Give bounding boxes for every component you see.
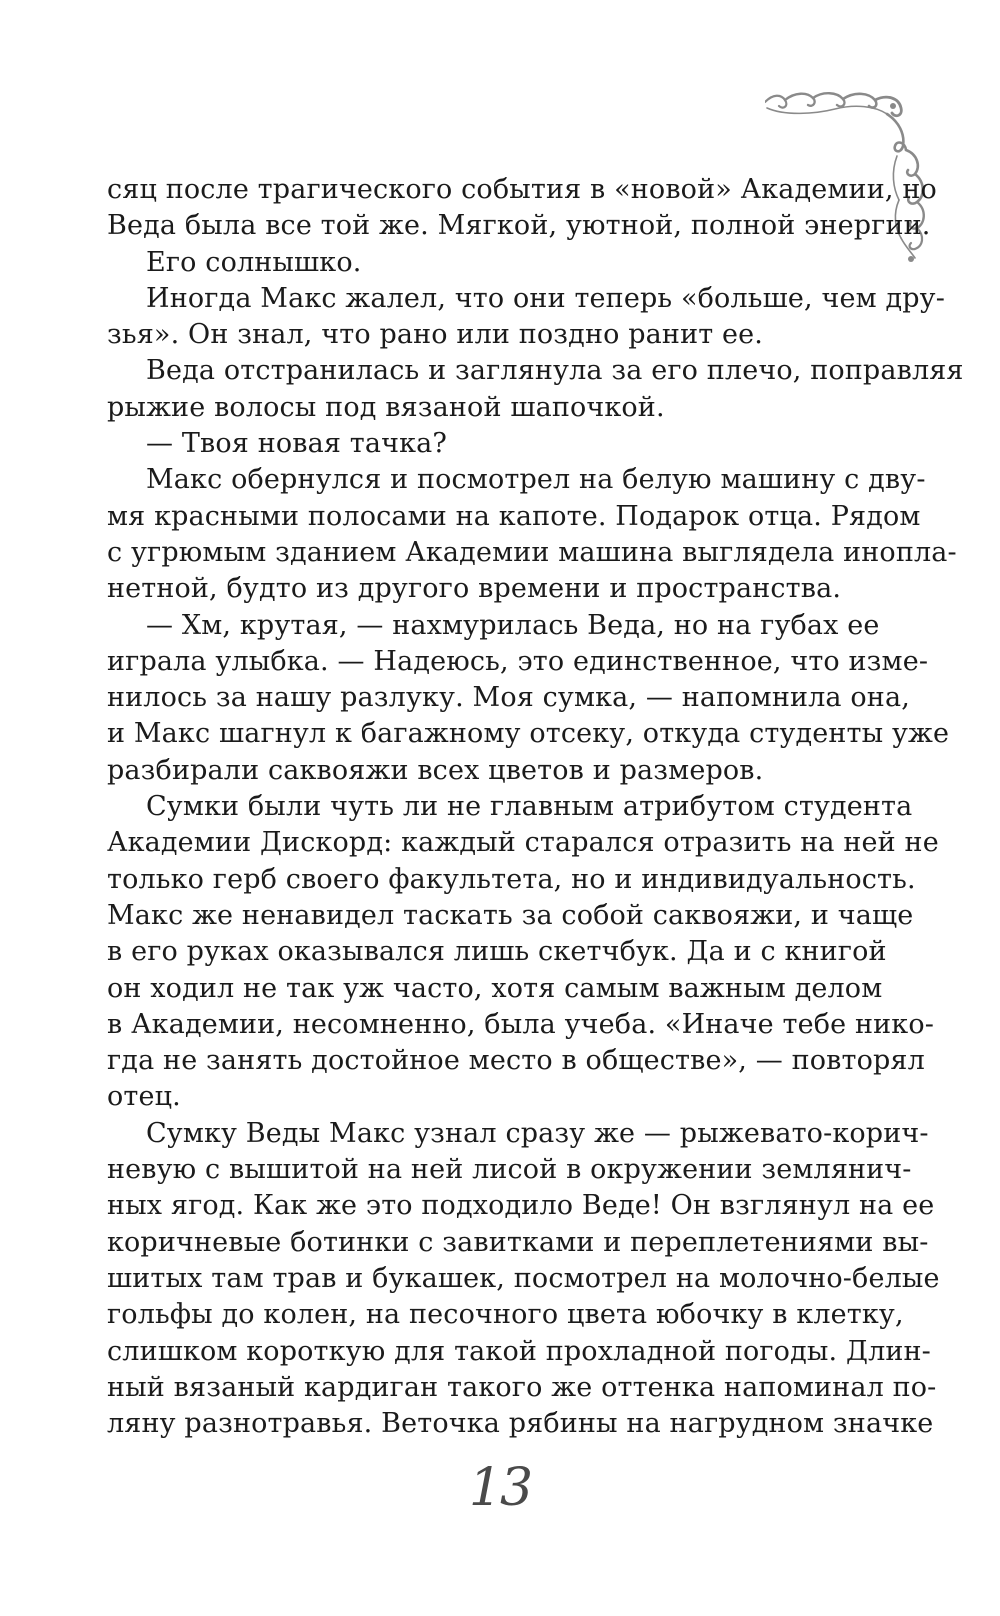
text-line: отец. xyxy=(107,1081,181,1113)
text-line: нетной, будто из другого времени и пространства. xyxy=(107,573,842,605)
text-line: ных ягод. Как же это подходило Веде! Он взглянул на ее xyxy=(107,1190,935,1222)
text-line: Его солнышко. xyxy=(146,246,362,278)
text-line: гольфы до колен, на песочного цвета юбочку в клетку, xyxy=(107,1299,904,1331)
text-line: Сумки были чуть ли не главным атрибутом студента xyxy=(146,791,913,823)
text-line: гда не занять достойное место в обществе», — повторял xyxy=(107,1045,925,1077)
text-line: невую с вышитой на ней лисой в окружении землянич- xyxy=(107,1154,912,1186)
text-line: Сумку Веды Макс узнал сразу же — рыжевато-корич- xyxy=(146,1117,929,1149)
text-line: Веда отстранилась и заглянула за его плечо, поправляя xyxy=(146,355,964,387)
text-block xyxy=(107,172,964,1442)
text-line: и Макс шагнул к багажному отсеку, откуда студенты уже xyxy=(107,718,950,750)
text-line: шитых там трав и букашек, посмотрел на молочно-белые xyxy=(107,1262,940,1294)
text-line: коричневые ботинки с завитками и переплетениями вы- xyxy=(107,1226,929,1258)
text-line: Академии Дискорд: каждый старался отразить на ней не xyxy=(107,827,939,859)
text-line: он ходил не так уж часто, хотя самым важным делом xyxy=(107,972,883,1004)
text-line: мя красными полосами на капоте. Подарок отца. Рядом xyxy=(107,500,921,532)
text-line: сяц после трагического события в «новой» Академии, но xyxy=(107,174,937,205)
text-line: — Твоя новая тачка? xyxy=(146,428,448,460)
text-line: зья». Он знал, что рано или поздно ранит ее. xyxy=(107,319,764,351)
text-line: с угрюмым зданием Академии машина выглядела инопла- xyxy=(107,536,957,568)
text-line: только герб своего факультета, но и индивидуальность. xyxy=(107,863,916,895)
text-line: в Академии, несомненно, была учеба. «Иначе тебе нико- xyxy=(107,1008,935,1040)
text-line: Макс обернулся и посмотрел на белую машину с дву- xyxy=(146,464,926,496)
text-line: Иногда Макс жалел, что они теперь «больше, чем дру- xyxy=(146,282,945,314)
text-line: — Хм, крутая, — нахмурилась Веда, но на губах ее xyxy=(146,609,880,641)
text-line: ный вязаный кардиган такого же оттенка напоминал по- xyxy=(107,1371,937,1403)
text-line: разбирали саквояжи всех цветов и размеров. xyxy=(107,754,764,786)
page-number: 13 xyxy=(468,1458,532,1518)
text-line: нилось за нашу разлуку. Моя сумка, — напомнила она, xyxy=(107,682,910,714)
text-line: Макс же ненавидел таскать за собой саквояжи, и чаще xyxy=(107,899,914,931)
text-line: ляну разнотравья. Веточка рябины на нагрудном значке xyxy=(107,1408,934,1440)
text-line: играла улыбка. — Надеюсь, это единственное, что изме- xyxy=(107,645,929,677)
text-line: в его руках оказывался лишь скетчбук. Да и с книгой xyxy=(107,936,887,968)
text-line: слишком короткую для такой прохладной погоды. Длин- xyxy=(107,1335,931,1367)
text-line: рыжие волосы под вязаной шапочкой. xyxy=(107,391,665,423)
text-line: Веда была все той же. Мягкой, уютной, полной энергии. xyxy=(107,210,931,242)
